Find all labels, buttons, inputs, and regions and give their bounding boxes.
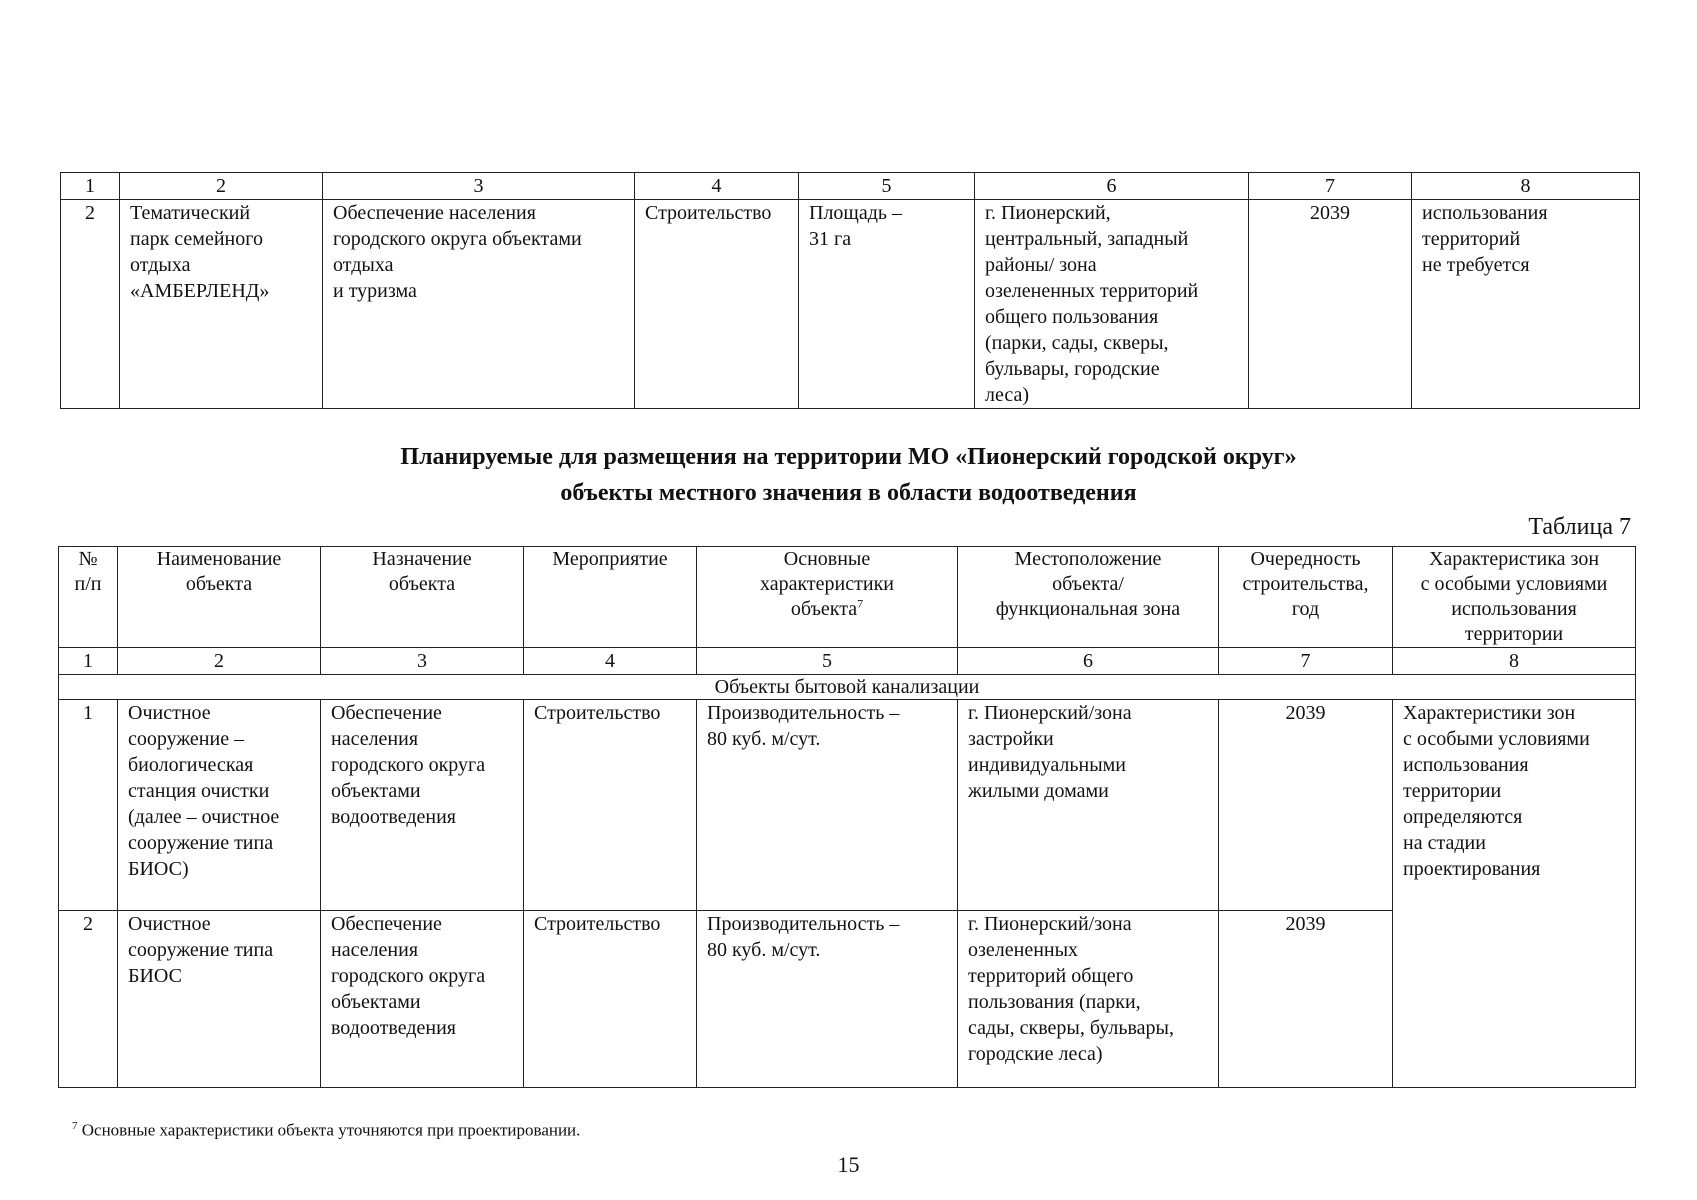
object-action: Строительство: [524, 911, 697, 1088]
col-number: 2: [118, 648, 321, 675]
header-name: Наименование объекта: [118, 547, 321, 648]
header-zones: Характеристика зон с особыми условиями использования территории: [1393, 547, 1636, 648]
header-year: Очередность строительства, год: [1219, 547, 1393, 648]
construction-year: 2039: [1219, 700, 1393, 911]
header-characteristics: Основные характеристики объекта$^7$: [697, 547, 958, 648]
object-name: Очистное сооружение – биологическая станция очистки (далее – очистное сооружение типа БИОС): [118, 700, 321, 911]
col-number: 4: [635, 173, 799, 200]
col-number: 1: [61, 173, 120, 200]
col-number: 6: [958, 648, 1219, 675]
header-action: Мероприятие: [524, 547, 697, 648]
row-number: 2: [61, 200, 120, 409]
header-location: Местоположение объекта/ функциональная зона: [958, 547, 1219, 648]
zone-characteristics: Характеристики зон с особыми условиями использования территории определяются на стадии проектирования: [1393, 700, 1636, 1088]
table-7: [58, 546, 1636, 1088]
col-number: 7: [1249, 173, 1412, 200]
col-number: 6: [975, 173, 1249, 200]
object-characteristics: Производительность – 80 куб. м/сут.: [697, 911, 958, 1088]
section-heading: Объекты бытовой канализации: [59, 675, 1636, 700]
col-number: 8: [1412, 173, 1640, 200]
row-number: 2: [59, 911, 118, 1088]
object-purpose: Обеспечение населения городского округа объектами водоотведения: [321, 700, 524, 911]
object-purpose: Обеспечение населения городского округа объектами водоотведения: [321, 911, 524, 1088]
row-number: 1: [59, 700, 118, 911]
continuation-table: [60, 172, 1640, 409]
section-title-line-2: объекты местного значения в области водоотведения: [560, 480, 1137, 506]
footnote-mark: 7: [857, 596, 864, 611]
object-name: Очистное сооружение типа БИОС: [118, 911, 321, 1088]
object-location: г. Пионерский/зона застройки индивидуальными жилыми домами: [958, 700, 1219, 911]
object-action: Строительство: [635, 200, 799, 409]
col-number: 1: [59, 648, 118, 675]
page-number: 15: [837, 1152, 860, 1177]
object-action: Строительство: [524, 700, 697, 911]
table-row: [59, 700, 1636, 911]
construction-year: 2039: [1219, 911, 1393, 1088]
zone-characteristics: использования территорий не требуется: [1412, 200, 1640, 409]
section-row: [59, 675, 1636, 700]
header-num: № п/п: [59, 547, 118, 648]
construction-year: 2039: [1249, 200, 1412, 409]
header-row: [59, 547, 1636, 648]
col-number: 8: [1393, 648, 1636, 675]
col-number: 5: [799, 173, 975, 200]
col-number: 3: [323, 173, 635, 200]
header-purpose: Назначение объекта: [321, 547, 524, 648]
column-number-row: [59, 648, 1636, 675]
object-location: г. Пионерский, центральный, западный районы/ зона озелененных территорий общего пользования (парки, сады, скверы, бульвары, городские леса): [975, 200, 1249, 409]
column-number-row: [61, 173, 1640, 200]
col-number: 3: [321, 648, 524, 675]
col-number: 7: [1219, 648, 1393, 675]
object-name: Тематический парк семейного отдыха «АМБЕРЛЕНД»: [120, 200, 323, 409]
object-location: г. Пионерский/зона озелененных территорий общего пользования (парки, сады, скверы, бульвары, городские леса): [958, 911, 1219, 1088]
object-purpose: Обеспечение населения городского округа объектами отдыха и туризма: [323, 200, 635, 409]
object-characteristics: Площадь – 31 га: [799, 200, 975, 409]
col-number: 4: [524, 648, 697, 675]
object-characteristics: Производительность – 80 куб. м/сут.: [697, 700, 958, 911]
footnote-text: Основные характеристики объекта уточняются при проектировании.: [81, 1120, 581, 1140]
table-label: Таблица 7: [1528, 514, 1631, 540]
col-number: 5: [697, 648, 958, 675]
section-title-line-1: Планируемые для размещения на территории МО «Пионерский городской округ»: [400, 444, 1297, 470]
table-row: [61, 200, 1640, 409]
col-number: 2: [120, 173, 323, 200]
footnote: [72, 1120, 580, 1141]
footnote-mark: 7: [72, 1120, 78, 1132]
